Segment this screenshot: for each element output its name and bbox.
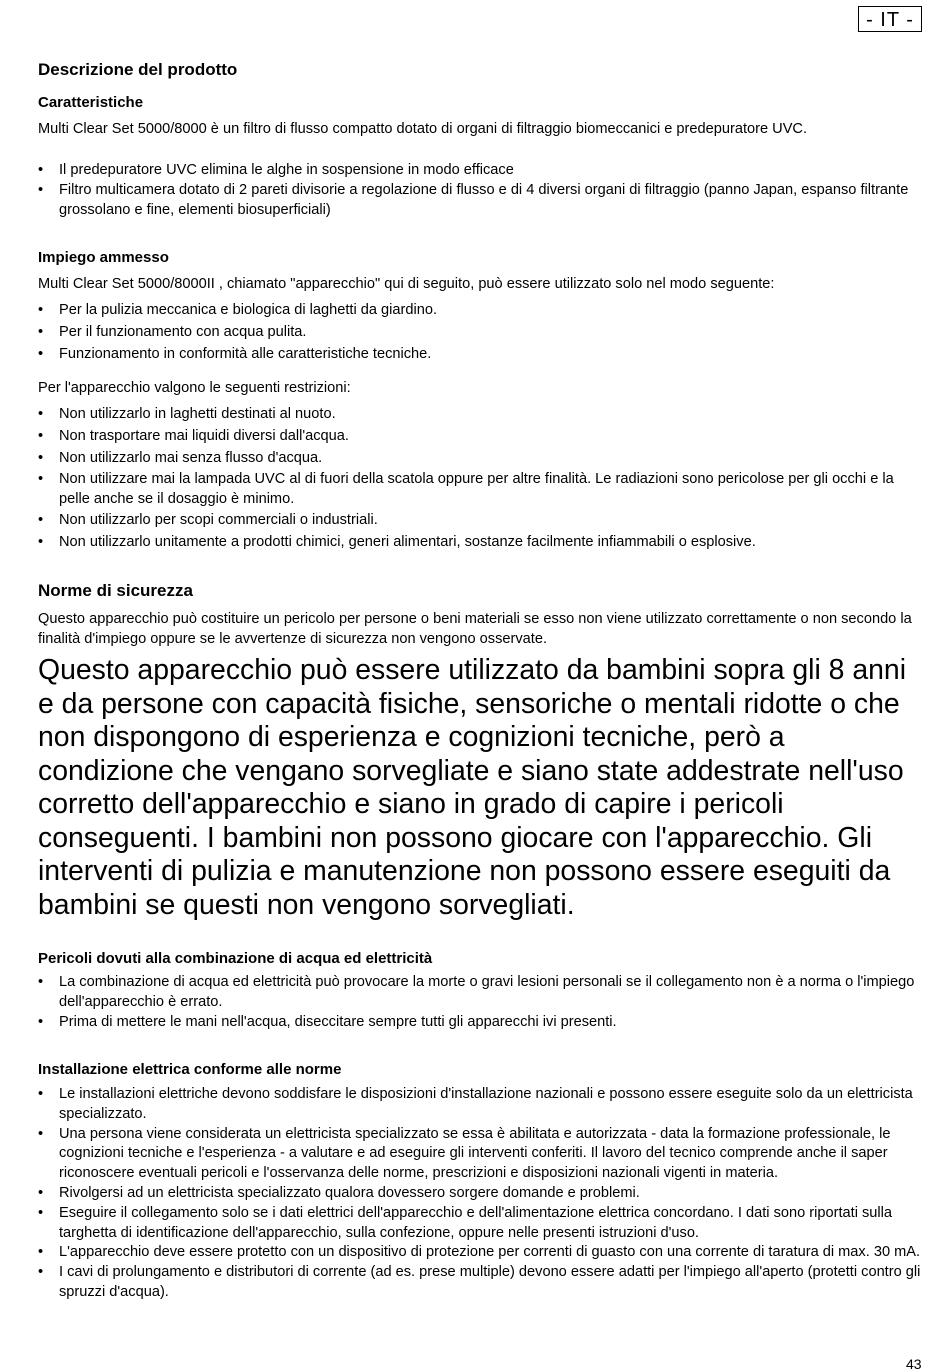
page-number: 43: [906, 1356, 922, 1372]
list-item: • Filtro multicamera dotato di 2 pareti divisorie a regolazione di flusso e di 4 diversi organi di filtraggio (panno Japan, espanso filtrante grossolano e fine, elementi biosuperficiali): [38, 181, 928, 221]
restrizioni-intro: Per l'apparecchio valgono le seguenti restrizioni:: [38, 380, 351, 396]
list-item: • Non utilizzarlo per scopi commerciali o industriali.: [38, 509, 928, 531]
list-item: • Il predepuratore UVC elimina le alghe in sospensione in modo efficace: [38, 161, 928, 181]
list-item: • Funzionamento in conformità alle caratteristiche tecniche.: [38, 343, 928, 365]
list-item: • Rivolgersi ad un elettricista specializzato qualora dovessero sorgere domande e problemi.: [38, 1184, 928, 1204]
safety-warning-large: Questo apparecchio può essere utilizzato da bambini sopra gli 8 anni e da persone con capacità fisiche, sensoriche o mentali ridotte o che non dispongono di esperienza e cognizioni tecniche, però a condizione che vengano sorvegliate e siano state addestrate nell'uso corretto dell'apparecchio e siano in grado di capire i pericoli conseguenti. I bambini non possono giocare con l'apparecchio. Gli interventi di pulizia e manutenzione non possono essere eseguiti da bambini se questi non vengono sorvegliati.: [38, 654, 907, 921]
caratteristiche-list: [38, 161, 928, 220]
list-item: • Per la pulizia meccanica e biologica di laghetti da giardino.: [38, 299, 928, 321]
list-item: • Non utilizzare mai la lampada UVC al di fuori della scatola oppure per altre finalità. Le radiazioni sono pericolose per gli occhi e la pelle anche se il dosaggio è minimo.: [38, 469, 928, 509]
list-item: • Non utilizzarlo in laghetti destinati al nuoto.: [38, 403, 928, 425]
list-item: • Una persona viene considerata un elettricista specializzato se essa è abilitata e autorizzata - data la formazione professionale, le cognizioni tecniche e l'esperienza - a valutare e ad eseguire gli interventi conferiti. Il lavoro del tecnico comprende anche il saper riconoscere eventuali pericoli e l'osservanza delle norme, prescrizioni e disposizioni nazionali vigenti in materia.: [38, 1125, 928, 1184]
subsection-title-caratteristiche: Caratteristiche: [38, 94, 144, 111]
subsection-title-pericoli: Pericoli dovuti alla combinazione di acqua ed elettricità: [38, 950, 433, 967]
impiego-intro: Multi Clear Set 5000/8000II , chiamato "apparecchio" qui di seguito, può essere utilizzato solo nel modo seguente:: [38, 276, 775, 292]
list-item: • Le installazioni elettriche devono soddisfare le disposizioni d'installazione nazionali e possono essere eseguite solo da un elettricista specializzato.: [38, 1085, 928, 1125]
installazione-list: [38, 1085, 928, 1303]
impiego-list: [38, 299, 928, 365]
list-item: • Non utilizzarlo unitamente a prodotti chimici, generi alimentari, sostanze facilmente infiammabili o esplosive.: [38, 531, 928, 553]
list-item: • L'apparecchio deve essere protetto con un dispositivo di protezione per correnti di guasto con una corrente di taratura di max. 30 mA.: [38, 1243, 928, 1263]
section-title-descrizione: Descrizione del prodotto: [38, 60, 238, 79]
subsection-title-installazione: Installazione elettrica conforme alle norme: [38, 1061, 342, 1078]
language-tag: - IT -: [858, 6, 922, 32]
pericoli-list: [38, 973, 928, 1032]
list-item: • Prima di mettere le mani nell'acqua, diseccitare sempre tutti gli apparecchi ivi presenti.: [38, 1013, 928, 1033]
list-item: • Non utilizzarlo mai senza flusso d'acqua.: [38, 447, 928, 469]
list-item: • I cavi di prolungamento e distributori di corrente (ad es. prese multiple) devono essere adatti per l'impiego all'aperto (protetti contro gli spruzzi d'acqua).: [38, 1263, 928, 1303]
restrizioni-list: [38, 403, 928, 553]
subsection-title-impiego: Impiego ammesso: [38, 249, 169, 266]
caratteristiche-intro: Multi Clear Set 5000/8000 è un filtro di flusso compatto dotato di organi di filtraggio biomeccanici e predepuratore UVC.: [38, 121, 808, 137]
list-item: • Per il funzionamento con acqua pulita.: [38, 321, 928, 343]
list-item: • Eseguire il collegamento solo se i dati elettrici dell'apparecchio e dell'alimentazione elettrica concordano. I dati sono riportati sulla targhetta di identificazione dell'apparecchio, sulla confezione, oppure nelle presenti istruzioni d'uso.: [38, 1204, 928, 1244]
list-item: • La combinazione di acqua ed elettricità può provocare la morte o gravi lesioni personali se il collegamento non è a norma o l'impiego dell'apparecchio è errato.: [38, 973, 928, 1013]
norme-intro: Questo apparecchio può costituire un pericolo per persone o beni materiali se esso non viene utilizzato correttamente o non secondo la finalità d'impiego oppure se le avvertenze di sicurezza non vengono osservate.: [38, 611, 912, 647]
list-item: • Non trasportare mai liquidi diversi dall'acqua.: [38, 425, 928, 447]
section-title-norme: Norme di sicurezza: [38, 581, 193, 600]
